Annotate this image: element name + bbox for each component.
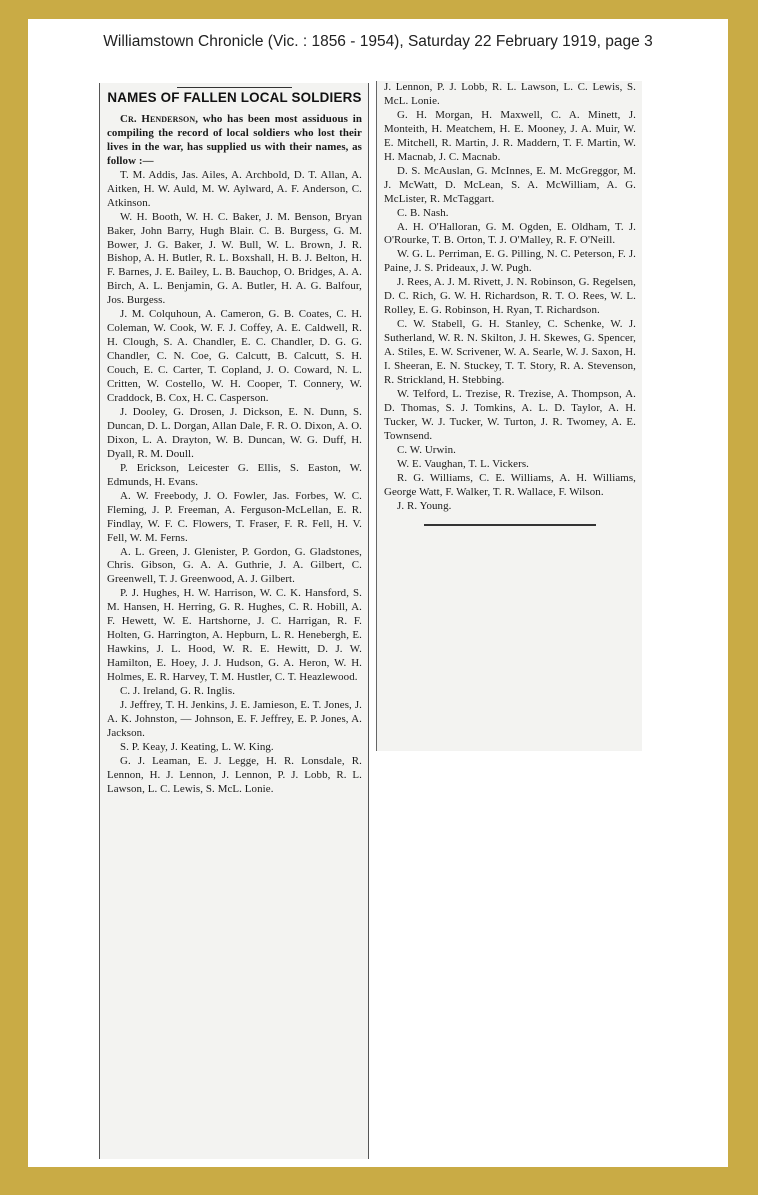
names-m: G. H. Morgan, H. Maxwell, C. A. Minett, J. Monteith, H. Meatchem, H. E. Mooney, J. A. Muir, W. E. Mitchell, R. Martin, J. R. Maddern, T. F. Martin, W. H. Macnab, J. C. Macnab. (384, 108, 636, 163)
viewer-frame (28, 19, 728, 1167)
names-h: P. J. Hughes, H. W. Harrison, W. C. K. Hansford, S. M. Hansen, H. Herring, G. R. Hughes, C. R. Hobill, A. F. Hewett, W. E. Hartshorne, J. C. Harrigan, R. F. Holten, G. Harrington, A. Hepburn, L. R. Henebergh, E. Hawkins, J. L. Hood, W. R. E. Hewitt, D. J. W. Hamilton, E. Hoey, J. J. Hudson, G. A. Heron, W. H. Holmes, E. R. Harvey, T. M. Hustler, C. T. Heazlewood. (107, 587, 362, 684)
intro-name: Cr. Henderson, (120, 112, 199, 125)
names-u: C. W. Urwin. (397, 443, 456, 456)
names-r: J. Rees, A. J. M. Rivett, J. N. Robinson, G. Regelsen, D. C. Rich, G. W. H. Richardson, R. T. O. Rees, W. L. Rolley, E. G. Robinson, H. Ryan, T. Richardson. (384, 276, 636, 317)
names-b: W. H. Booth, W. H. C. Baker, J. M. Benson, Bryan Baker, John Barry, Hugh Blair. C. B. Burgess, G. M. Bower, J. G. Baker, J. W. Bull, W. L. Brown, J. R. Bishop, A. H. Butler, R. L. Boxshall, H. B. J. Belton, H. F. Barnes, J. E. Bailey, L. B. Bauchop, O. Bridges, A. A. Birch, A. L. Benjamin, G. A. Butler, H. A. G. Balfour, Jos. Burgess. (107, 210, 362, 307)
names-w: R. G. Williams, C. E. Williams, A. H. Williams, George Watt, F. Walker, T. R. Wallace, F. Wilson. (384, 471, 636, 498)
names-t: W. Telford, L. Trezise, R. Trezise, A. Thompson, A. D. Thomas, S. J. Tomkins, A. L. D. Taylor, A. H. Tucker, W. J. Tucker, W. Turton, J. R. Twomey, A. E. Townsend. (384, 387, 636, 442)
names-v: W. E. Vaughan, T. L. Vickers. (397, 457, 530, 470)
names-o: A. H. O'Halloran, G. M. Ogden, E. Oldham, T. J. O'Rourke, T. B. Orton, T. J. O'Malley, R. F. O'Neill. (384, 220, 636, 247)
names-g: A. L. Green, J. Glenister, P. Gordon, G. Gladstones, Chris. Gibson, G. A. A. Guthrie, J. A. Gilbert, C. Greenwell, T. J. Greenwood, A. J. Gilbert. (107, 545, 362, 586)
end-rule (424, 524, 596, 526)
names-p: W. G. L. Perriman, E. G. Pilling, N. C. Peterson, F. J. Paine, J. S. Prideaux, J. W. Pugh. (384, 248, 636, 275)
clipping-column-right (376, 81, 642, 751)
names-c: J. M. Colquhoun, A. Cameron, G. B. Coates, C. H. Coleman, W. Cook, W. F. J. Coffey, A. E. Caldwell, R. H. Clough, S. A. Chandler, E. C. Chandler, D. G. G. Chandler, C. N. Coe, G. Calcutt, B. Calcutt, S. H. Couch, E. C. Carter, T. Copland, J. O. Coward, N. L. Critten, W. Costello, W. H. Cooper, T. Connery, W. Craddock, B. Cox, H. C. Casperson. (107, 308, 362, 405)
names-a: T. M. Addis, Jas. Ailes, A. Archbold, D. T. Allan, A. Aitken, H. W. Auld, M. W. Aylward, A. F. Anderson, C. Atkinson. (107, 168, 362, 209)
names-d: J. Dooley, G. Drosen, J. Dickson, E. N. Dunn, S. Duncan, D. L. Dorgan, Allan Dale, F. R. O. Dixon, A. O. Dixon, L. A. Drayton, W. B. Duncan, W. G. Duff, H. Dyall, R. M. Doull. (107, 405, 362, 460)
names-f: A. W. Freebody, J. O. Fowler, Jas. Forbes, W. C. Fleming, J. P. Freeman, A. Ferguson-McLellan, E. R. Findlay, W. F. C. Flowers, T. Fraser, F. R. Fell, H. V. Fell, W. M. Ferns. (107, 489, 362, 544)
names-n: C. B. Nash. (397, 206, 449, 219)
names-e: P. Erickson, Leicester G. Ellis, S. Easton, W. Edmunds, H. Evans. (107, 461, 362, 488)
names-i: C. J. Ireland, G. R. Inglis. (120, 685, 236, 698)
names-l: G. J. Leaman, E. J. Legge, H. R. Lonsdale, R. Lennon, H. J. Lennon, J. Lennon, P. J. Lobb, R. L. Lawson, L. C. Lewis, S. McL. Lonie. (107, 754, 362, 795)
names-y: J. R. Young. (397, 499, 452, 512)
names-s: C. W. Stabell, G. H. Stanley, C. Schenke, W. J. Sutherland, W. R. N. Skilton, J. H. Skewes, G. Spencer, A. Stiles, E. W. Scrivener, W. A. Searle, W. J. Saxon, H. I. Sheeran, E. N. Stuckey, T. T. Story, R. A. Stevenson, R. Strickland, H. Stebbing. (384, 318, 636, 387)
names-mc: D. S. McAuslan, G. McInnes, E. M. McGreggor, M. J. McWatt, D. McLean, S. A. McWilliam, A. G. McLister, R. McTaggart. (384, 164, 636, 205)
top-rule (177, 87, 292, 88)
names-l-repeat: J. Lennon, P. J. Lobb, R. L. Lawson, L. C. Lewis, S. McL. Lonie. (384, 81, 636, 107)
intro-text: who has been most assiduous in compiling the record of local soldiers who lost their lives in the war, has supplied us with their names, as follow :— (107, 112, 362, 167)
source-caption: Williamstown Chronicle (Vic. : 1856 - 1954), Saturday 22 February 1919, page 3 (103, 33, 653, 50)
intro-paragraph (107, 113, 362, 169)
article-heading: NAMES OF FALLEN LOCAL SOLDIERS (107, 90, 362, 105)
names-k: S. P. Keay, J. Keating, L. W. King. (120, 740, 274, 753)
names-j: J. Jeffrey, T. H. Jenkins, J. E. Jamieson, E. T. Jones, J. A. K. Johnston, — Johnson, E. F. Jeffrey, E. P. Jones, A. Jackson. (107, 698, 362, 739)
clipping-column-left (99, 83, 369, 1159)
